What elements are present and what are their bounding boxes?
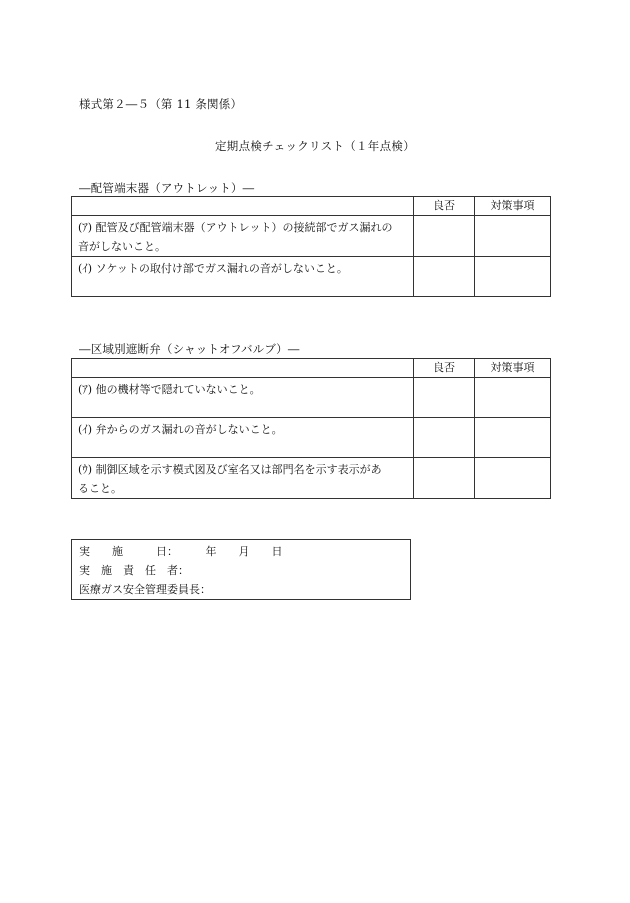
check-item-line: (ｲ) ソケットの取付け部でガス漏れの音がしないこと。 xyxy=(78,262,348,275)
action-cell[interactable] xyxy=(475,418,551,458)
table-row xyxy=(72,458,551,499)
ok-cell[interactable] xyxy=(414,458,475,499)
check-item-text xyxy=(72,257,414,297)
header-action-cell: 対策事項 xyxy=(475,197,551,216)
implementation-manager-row: 実 施 責 任 者： xyxy=(79,564,189,577)
committee-chair-row: 医療ガス安全管理委員長： xyxy=(79,583,211,596)
header-item-cell xyxy=(72,197,414,216)
checklist-table-outlet xyxy=(71,196,551,297)
table-row xyxy=(72,418,551,458)
table-row xyxy=(72,378,551,418)
document-title: 定期点検チェックリスト（１年点検） xyxy=(214,139,416,153)
ok-cell[interactable] xyxy=(414,216,475,257)
action-cell[interactable] xyxy=(475,458,551,499)
action-cell[interactable] xyxy=(475,216,551,257)
check-item-text xyxy=(72,216,414,257)
check-item-text xyxy=(72,418,414,458)
section-heading-shutoff-valve: ―区域別遮断弁（シャットオフバルブ）― xyxy=(79,342,300,356)
checklist-table-shutoff-valve xyxy=(71,358,551,499)
header-ok-cell: 良否 xyxy=(414,359,475,378)
header-action-cell: 対策事項 xyxy=(475,359,551,378)
check-item-text xyxy=(72,378,414,418)
signature-box xyxy=(71,539,411,600)
ok-cell[interactable] xyxy=(414,378,475,418)
form-number: 様式第２―５（第 11 条関係） xyxy=(79,97,243,111)
header-ok-cell: 良否 xyxy=(414,197,475,216)
ok-cell[interactable] xyxy=(414,418,475,458)
table-header-row xyxy=(72,197,551,216)
header-item-cell xyxy=(72,359,414,378)
table-row xyxy=(72,216,551,257)
check-item-line: (ｳ) 制御区域を示す模式図及び室名又は部門名を示す表示があ xyxy=(78,463,382,476)
check-item-line: (ｲ) 弁からのガス漏れの音がしないこと。 xyxy=(78,423,283,436)
implementation-date-row: 実 施 日： 年 月 日 xyxy=(79,545,283,558)
check-item-line: (ｱ) 配管及び配管端末器（アウトレット）の接続部でガス漏れの xyxy=(78,221,393,234)
check-item-text xyxy=(72,458,414,499)
check-item-line: ること。 xyxy=(78,482,122,495)
action-cell[interactable] xyxy=(475,378,551,418)
ok-cell[interactable] xyxy=(414,257,475,297)
section-heading-outlet: ―配管端末器（アウトレット）― xyxy=(79,181,255,195)
check-item-line: (ｱ) 他の機材等で隠れていないこと。 xyxy=(78,383,261,396)
action-cell[interactable] xyxy=(475,257,551,297)
table-header-row xyxy=(72,359,551,378)
check-item-line: 音がしないこと。 xyxy=(78,240,166,253)
table-row xyxy=(72,257,551,297)
